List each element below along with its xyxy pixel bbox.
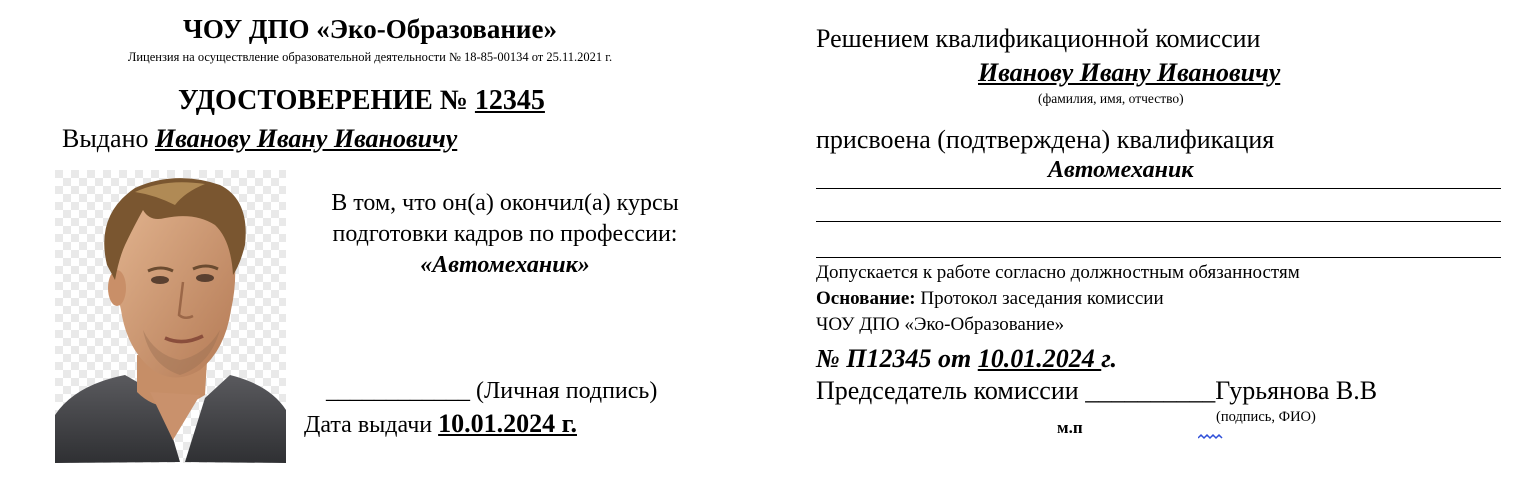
organization-title: ЧОУ ДПО «Эко-Образование» [183,14,557,44]
qualified-person-name: Иванову Ивану Ивановичу [978,58,1281,87]
signature-blank: ____________ [326,378,470,404]
license-line: Лицензия на осуществление образовательной деятельности № 18-85-00134 от 25.11.2021 г. [127,50,613,64]
certificate-heading [178,85,545,117]
issue-date-line [304,409,577,439]
basis-text: Протокол заседания комиссии [915,288,1164,309]
blank-line-1 [816,188,1501,189]
chairman-label: Председатель комиссии [816,376,1086,405]
signature-fio-caption: (подпись, ФИО) [1216,409,1316,425]
issue-date-value: 10.01.2024 г. [438,409,577,438]
signature-caption: (Личная подпись) [470,378,658,404]
protocol-prefix: № П12345 от [816,344,978,373]
certificate-label: УДОСТОВЕРЕНИЕ № [178,85,475,116]
issued-to-line [62,124,457,154]
chairman-line [816,376,1377,406]
fio-caption: (фамилия, имя, отчество) [1038,91,1184,106]
stamp-label: м.п [1057,418,1083,437]
issued-label: Выдано [62,124,155,153]
protocol-date: 10.01.2024 [977,344,1102,373]
course-statement [300,188,710,281]
admission-line: Допускается к работе согласно должностным обязанностям [816,262,1300,283]
protocol-suffix: г. [1101,344,1118,373]
certificate-number: 12345 [474,85,545,116]
qualification-name: Автомеханик [1048,157,1194,183]
blank-line-2 [816,221,1501,222]
chairman-signature-blank: __________ [1085,376,1216,405]
profession-name: «Автомеханик» [420,252,590,278]
decision-line: Решением квалификационной комиссии [816,24,1261,53]
chairman-name: Гурьянова В.В [1215,376,1378,405]
organization-name-right: ЧОУ ДПО «Эко-Образование» [816,314,1065,335]
issued-to-name: Иванову Ивану Ивановичу [155,124,458,153]
basis-label: Основание: [816,288,916,309]
qualification-assigned-line: присвоена (подтверждена) квалификация [816,125,1275,154]
blank-line-3 [816,257,1501,258]
holder-signature-line [326,378,657,405]
course-line-1: В том, что он(а) окончил(а) курсы [331,190,679,216]
protocol-line [816,344,1117,374]
spellcheck-squiggle-icon [1198,433,1224,441]
basis-line [816,288,1164,310]
date-label: Дата выдачи [304,412,439,438]
course-line-2: подготовки кадров по профессии: [332,221,678,247]
holder-photo [55,170,286,463]
